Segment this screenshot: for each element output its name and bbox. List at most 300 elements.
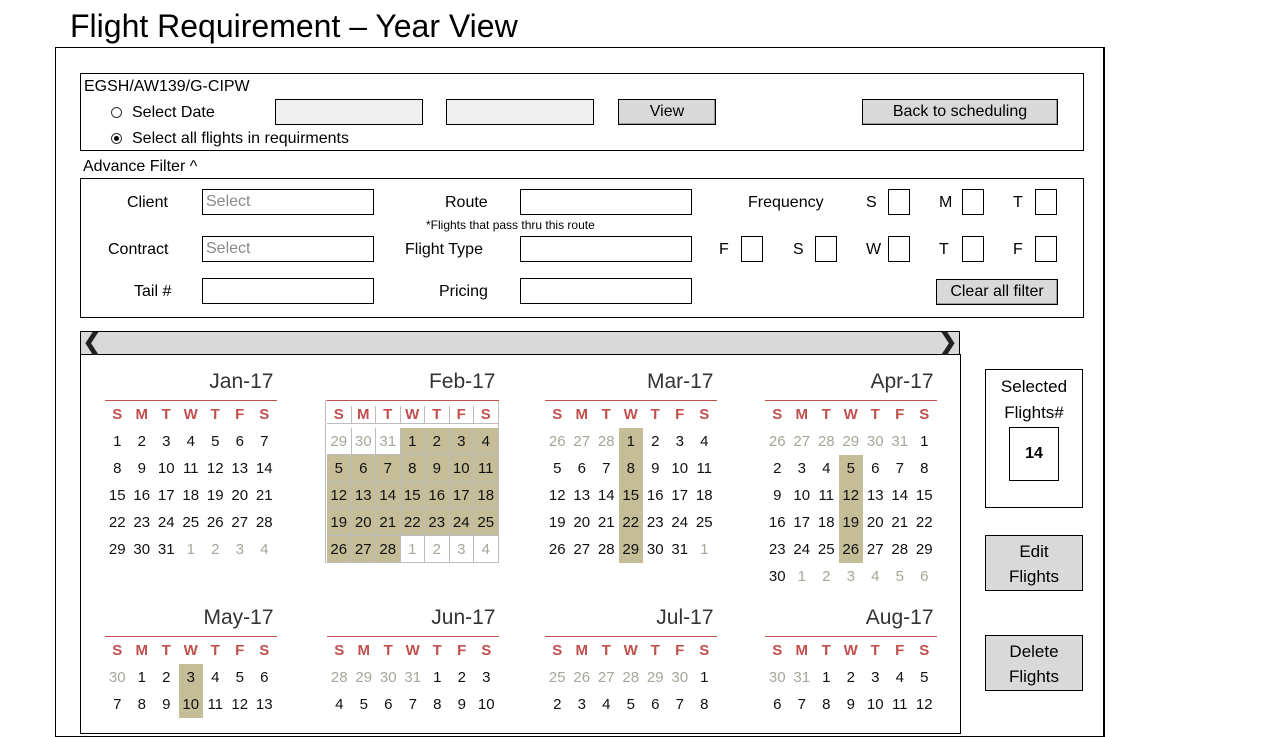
calendar-day-selected[interactable]: 22: [619, 509, 644, 536]
calendar-day[interactable]: 1: [822, 669, 831, 686]
calendar-day[interactable]: 30: [646, 541, 664, 558]
radio-select-date[interactable]: [111, 107, 122, 118]
calendar-day[interactable]: 14: [891, 487, 909, 504]
calendar-day-selected[interactable]: 17: [450, 482, 475, 509]
calendar-day[interactable]: 27: [866, 541, 884, 558]
calendar-day[interactable]: 7: [675, 696, 684, 713]
calendar-day[interactable]: 3: [482, 669, 491, 686]
radio-select-all[interactable]: [111, 133, 122, 144]
contract-placeholder: Select: [206, 240, 251, 257]
calendar-day-selected[interactable]: 8: [619, 455, 644, 482]
calendar-day[interactable]: 17: [671, 487, 689, 504]
calendar-day[interactable]: 21: [597, 514, 615, 531]
calendar-day[interactable]: 27: [793, 433, 811, 450]
clear-all-filter-button[interactable]: Clear all filter: [936, 279, 1058, 305]
weekday-header: M: [575, 642, 588, 659]
chevron-left-icon[interactable]: ❮: [82, 329, 102, 354]
calendar-day-selected[interactable]: 19: [327, 509, 352, 536]
calendar-day[interactable]: 8: [700, 696, 709, 713]
calendar-day[interactable]: 4: [871, 568, 880, 585]
calendar-day[interactable]: 3: [797, 460, 806, 477]
calendar-day[interactable]: 11: [818, 487, 835, 504]
month-title: Jun-17: [431, 606, 496, 629]
calendar-day-selected[interactable]: 10: [450, 455, 475, 482]
delete-flights-button[interactable]: [985, 635, 1083, 691]
radio-select-all-label: Select all flights in requirments: [132, 130, 349, 147]
calendar-day[interactable]: 10: [671, 460, 689, 477]
weekday-header: S: [772, 406, 783, 423]
calendar-day[interactable]: 18: [817, 514, 835, 531]
calendar-day[interactable]: 1: [920, 433, 929, 450]
advance-filter-toggle[interactable]: Advance Filter ^: [83, 158, 198, 175]
freq-day-label: W: [866, 241, 882, 258]
calendar-day[interactable]: 31: [157, 541, 175, 558]
calendar-day-selected[interactable]: 24: [450, 509, 475, 536]
calendar-day[interactable]: 1: [700, 541, 709, 558]
calendar-day[interactable]: 6: [384, 696, 393, 713]
calendar-day-selected[interactable]: 3: [450, 428, 475, 455]
weekday-header: T: [870, 406, 880, 423]
calendar-day[interactable]: 9: [651, 460, 660, 477]
calendar-day-selected[interactable]: 14: [376, 482, 401, 509]
calendar-day[interactable]: 30: [768, 568, 786, 585]
calendar-day[interactable]: 7: [895, 460, 904, 477]
calendar-day[interactable]: 16: [768, 514, 786, 531]
calendar-day[interactable]: 2: [553, 696, 562, 713]
weekday-header: S: [552, 406, 563, 423]
calendar-day[interactable]: 19: [548, 514, 566, 531]
calendar-day[interactable]: 23: [133, 514, 151, 531]
calendar-day[interactable]: 29: [355, 669, 373, 686]
calendar-day[interactable]: 26: [768, 433, 786, 450]
calendar-day[interactable]: 6: [871, 460, 880, 477]
calendar-day-selected[interactable]: 1: [401, 428, 426, 455]
weekday-header: T: [870, 642, 880, 659]
calendar-day[interactable]: 30: [379, 669, 397, 686]
month-title: Apr-17: [870, 370, 934, 393]
freq-checkbox[interactable]: [962, 236, 984, 262]
calendar-day[interactable]: 27: [231, 514, 249, 531]
weekday-header: S: [919, 642, 930, 659]
calendar-day[interactable]: 1: [186, 541, 195, 558]
calendar-day[interactable]: 13: [255, 696, 273, 713]
calendar-day[interactable]: 1: [137, 669, 146, 686]
calendar-day[interactable]: 4: [700, 433, 709, 450]
back-to-scheduling-button[interactable]: Back to scheduling: [862, 99, 1058, 125]
end-date-input[interactable]: [446, 99, 594, 125]
calendar-day[interactable]: 16: [133, 487, 151, 504]
calendar-day[interactable]: 23: [646, 514, 664, 531]
calendar-day[interactable]: 10: [477, 696, 495, 713]
flights-count-label: Flights#: [1004, 403, 1064, 422]
calendar-day-selected[interactable]: 20: [352, 509, 377, 536]
calendar-day[interactable]: 30: [352, 428, 377, 455]
calendar-day[interactable]: 26: [206, 514, 224, 531]
calendar-day-selected[interactable]: 27: [352, 536, 377, 563]
route-label: Route: [445, 194, 488, 211]
weekday-header: F: [895, 406, 905, 423]
calendar-day[interactable]: 12: [915, 696, 933, 713]
calendar-day[interactable]: 6: [260, 669, 269, 686]
calendar-day[interactable]: 5: [920, 669, 929, 686]
calendar-day-selected[interactable]: 7: [376, 455, 401, 482]
calendar-day[interactable]: 2: [846, 669, 855, 686]
calendar-day-selected[interactable]: 28: [376, 536, 401, 563]
calendar-day[interactable]: 10: [793, 487, 811, 504]
calendar-day-selected[interactable]: 5: [839, 455, 864, 482]
calendar-day[interactable]: 23: [768, 541, 786, 558]
weekday-header: F: [235, 406, 245, 423]
month-divider: [545, 636, 717, 637]
calendar-day[interactable]: 2: [822, 568, 831, 585]
calendar-day[interactable]: 4: [602, 696, 611, 713]
weekday-header: S: [552, 642, 563, 659]
weekday-header: S: [327, 406, 352, 424]
calendar-day-selected[interactable]: 3: [179, 664, 204, 691]
calendar-day[interactable]: 3: [450, 536, 475, 563]
weekday-header: M: [352, 406, 377, 424]
weekday-header: T: [376, 406, 401, 424]
calendar-day[interactable]: 27: [573, 433, 591, 450]
weekday-header: W: [623, 642, 638, 659]
calendar-day[interactable]: 29: [108, 541, 126, 558]
calendar-day[interactable]: 3: [871, 669, 880, 686]
calendar-day[interactable]: 4: [822, 460, 831, 477]
aircraft-label: EGSH/AW139/G-CIPW: [84, 78, 250, 95]
calendar-day[interactable]: 29: [646, 669, 664, 686]
month-title: May-17: [203, 606, 274, 629]
calendar-day[interactable]: 28: [597, 433, 615, 450]
calendar-day[interactable]: 2: [137, 433, 146, 450]
flight-type-input[interactable]: [520, 236, 692, 262]
calendar-day[interactable]: 21: [891, 514, 909, 531]
calendar-day[interactable]: 4: [474, 536, 499, 563]
calendar-day[interactable]: 24: [793, 541, 811, 558]
pricing-label: Pricing: [439, 283, 488, 300]
calendar-day[interactable]: 8: [433, 696, 442, 713]
weekday-header: W: [405, 642, 420, 659]
edit-flights-label: Flights: [1008, 567, 1060, 586]
calendar-day[interactable]: 2: [651, 433, 660, 450]
calendar-day[interactable]: 15: [108, 487, 126, 504]
month-title: Feb-17: [428, 370, 496, 393]
calendar-day-selected[interactable]: 25: [474, 509, 499, 536]
client-label: Client: [127, 194, 168, 211]
edit-flights-label: Edit: [1019, 542, 1049, 561]
selected-flights-count: 14: [1009, 427, 1059, 481]
calendar-day[interactable]: 16: [646, 487, 664, 504]
calendar-day[interactable]: 4: [335, 696, 344, 713]
calendar-day[interactable]: 1: [401, 536, 426, 563]
calendar-day[interactable]: 6: [651, 696, 660, 713]
calendar-day[interactable]: 28: [891, 541, 909, 558]
calendar-day[interactable]: 30: [768, 669, 786, 686]
calendar-day[interactable]: 3: [675, 433, 684, 450]
calendar-day[interactable]: 5: [895, 568, 904, 585]
calendar-day[interactable]: 4: [895, 669, 904, 686]
calendar-day[interactable]: 26: [548, 433, 566, 450]
weekday-header: S: [699, 642, 710, 659]
freq-day-label: F: [719, 241, 729, 258]
calendar-day[interactable]: 8: [137, 696, 146, 713]
start-date-input[interactable]: [275, 99, 423, 125]
chevron-right-icon[interactable]: ❯: [938, 329, 958, 354]
weekday-header: T: [161, 642, 171, 659]
calendar-day[interactable]: 9: [137, 460, 146, 477]
calendar-day[interactable]: 4: [211, 669, 220, 686]
calendar-day[interactable]: 13: [231, 460, 249, 477]
calendar-day[interactable]: 22: [915, 514, 933, 531]
calendar-day[interactable]: 5: [626, 696, 635, 713]
calendar-day-selected[interactable]: 22: [401, 509, 426, 536]
calendar-day[interactable]: 14: [255, 460, 273, 477]
calendar-day[interactable]: 28: [255, 514, 273, 531]
calendar-scrollbar[interactable]: [80, 331, 960, 355]
route-input[interactable]: [520, 189, 692, 215]
view-button[interactable]: View: [618, 99, 716, 125]
calendar-day[interactable]: 30: [671, 669, 689, 686]
calendar-day[interactable]: 5: [553, 460, 562, 477]
calendar-day[interactable]: 28: [817, 433, 835, 450]
calendar-day-selected[interactable]: 1: [619, 428, 644, 455]
calendar-day[interactable]: 31: [891, 433, 909, 450]
freq-day-label: M: [939, 194, 953, 211]
calendar-day[interactable]: 2: [425, 536, 450, 563]
calendar-day[interactable]: 24: [157, 514, 175, 531]
delete-flights-label: Delete: [1009, 642, 1059, 661]
calendar-day-selected[interactable]: 5: [327, 455, 352, 482]
calendar-day[interactable]: 8: [920, 460, 929, 477]
calendar-day-selected[interactable]: 12: [839, 482, 864, 509]
calendar-day[interactable]: 25: [817, 541, 835, 558]
calendar-day[interactable]: 7: [602, 460, 611, 477]
calendar-day[interactable]: 11: [891, 696, 908, 713]
calendar-day-selected[interactable]: 23: [425, 509, 450, 536]
calendar-day[interactable]: 9: [457, 696, 466, 713]
weekday-header: W: [843, 642, 858, 659]
calendar-day-selected[interactable]: 19: [839, 509, 864, 536]
calendar-day[interactable]: 11: [696, 460, 713, 477]
month-divider: [765, 636, 937, 637]
calendar-day[interactable]: 11: [207, 696, 224, 713]
calendar-day-selected[interactable]: 18: [474, 482, 499, 509]
calendar-day[interactable]: 7: [260, 433, 269, 450]
weekday-header: M: [795, 406, 808, 423]
weekday-header: T: [210, 406, 220, 423]
calendar-day[interactable]: 20: [231, 487, 249, 504]
calendar-day[interactable]: 13: [866, 487, 884, 504]
calendar-day-selected[interactable]: 15: [401, 482, 426, 509]
weekday-header: T: [425, 406, 450, 424]
calendar-day[interactable]: 5: [235, 669, 244, 686]
calendar-day[interactable]: 10: [157, 460, 175, 477]
calendar-day[interactable]: 6: [235, 433, 244, 450]
calendar-day-selected[interactable]: 8: [401, 455, 426, 482]
month-divider: [327, 636, 499, 637]
weekday-header: F: [450, 406, 475, 424]
calendar-day[interactable]: 29: [327, 428, 352, 455]
calendar-day[interactable]: 11: [182, 460, 199, 477]
month-title: Mar-17: [646, 370, 714, 393]
pricing-input[interactable]: [520, 278, 692, 304]
freq-checkbox[interactable]: [815, 236, 837, 262]
calendar-day-selected[interactable]: 4: [474, 428, 499, 455]
calendar-day[interactable]: 9: [846, 696, 855, 713]
calendar-day[interactable]: 12: [206, 460, 224, 477]
freq-checkbox[interactable]: [1035, 189, 1057, 215]
weekday-header: W: [843, 406, 858, 423]
calendar-day[interactable]: 6: [577, 460, 586, 477]
freq-day-label: F: [1013, 241, 1023, 258]
calendar-day[interactable]: 28: [330, 669, 348, 686]
calendar-day[interactable]: 31: [671, 541, 689, 558]
calendar-day[interactable]: 10: [866, 696, 884, 713]
weekday-header: M: [575, 406, 588, 423]
calendar-day[interactable]: 24: [671, 514, 689, 531]
calendar-day-selected[interactable]: 6: [352, 455, 377, 482]
calendar-day-selected[interactable]: 21: [376, 509, 401, 536]
calendar-day[interactable]: 27: [573, 541, 591, 558]
month-divider: [765, 400, 937, 401]
calendar-day[interactable]: 19: [206, 487, 224, 504]
calendar-day[interactable]: 2: [211, 541, 220, 558]
calendar-day[interactable]: 17: [793, 514, 811, 531]
calendar-day[interactable]: 12: [548, 487, 566, 504]
freq-checkbox[interactable]: [962, 189, 984, 215]
calendar-day[interactable]: 1: [433, 669, 442, 686]
calendar-day[interactable]: 1: [797, 568, 806, 585]
weekday-header: S: [112, 406, 123, 423]
calendar-day[interactable]: 18: [182, 487, 200, 504]
calendar-day-selected[interactable]: 26: [327, 536, 352, 563]
calendar-day-selected[interactable]: 26: [839, 536, 864, 563]
freq-checkbox[interactable]: [888, 189, 910, 215]
freq-checkbox[interactable]: [741, 236, 763, 262]
calendar-day[interactable]: 29: [915, 541, 933, 558]
calendar-day[interactable]: 28: [622, 669, 640, 686]
calendar-day[interactable]: 17: [157, 487, 175, 504]
calendar-day[interactable]: 7: [408, 696, 417, 713]
radio-select-date-label: Select Date: [132, 104, 215, 121]
calendar-day[interactable]: 7: [797, 696, 806, 713]
calendar-day[interactable]: 31: [404, 669, 422, 686]
calendar-day[interactable]: 3: [577, 696, 586, 713]
freq-checkbox[interactable]: [1035, 236, 1057, 262]
weekday-header: F: [895, 642, 905, 659]
client-select[interactable]: [202, 189, 374, 215]
calendar-day-selected[interactable]: 11: [474, 455, 499, 482]
calendar-day[interactable]: 12: [231, 696, 249, 713]
calendar-day[interactable]: 3: [162, 433, 171, 450]
month-title: Jul-17: [656, 606, 714, 629]
weekday-header: M: [135, 642, 148, 659]
weekday-header: S: [481, 642, 492, 659]
calendar-day-selected[interactable]: 29: [619, 536, 644, 563]
route-note: *Flights that pass thru this route: [426, 218, 595, 232]
weekday-header: W: [183, 406, 198, 423]
weekday-header: S: [699, 406, 710, 423]
calendar-day[interactable]: 25: [695, 514, 713, 531]
calendar-day-selected[interactable]: 9: [425, 455, 450, 482]
calendar-day[interactable]: 26: [573, 669, 591, 686]
calendar-day-selected[interactable]: 2: [425, 428, 450, 455]
calendar-day[interactable]: 3: [235, 541, 244, 558]
calendar-day[interactable]: 25: [548, 669, 566, 686]
calendar-day[interactable]: 8: [113, 460, 122, 477]
page-title: Flight Requirement – Year View: [70, 8, 518, 44]
calendar-day[interactable]: 1: [113, 433, 122, 450]
weekday-header: S: [112, 642, 123, 659]
calendar-day[interactable]: 4: [186, 433, 195, 450]
edit-flights-button[interactable]: [985, 535, 1083, 591]
calendar-day[interactable]: 26: [548, 541, 566, 558]
calendar-day[interactable]: 25: [182, 514, 200, 531]
freq-day-label: T: [1013, 194, 1023, 211]
tail-input[interactable]: [202, 278, 374, 304]
weekday-header: M: [795, 642, 808, 659]
freq-day-label: S: [866, 194, 877, 211]
calendar-day[interactable]: 30: [133, 541, 151, 558]
calendar-day-selected[interactable]: 13: [352, 482, 377, 509]
calendar-day[interactable]: 22: [108, 514, 126, 531]
calendar-day-selected[interactable]: 10: [179, 691, 204, 718]
weekday-header: F: [457, 642, 467, 659]
calendar-day[interactable]: 2: [773, 460, 782, 477]
calendar-day[interactable]: 30: [866, 433, 884, 450]
calendar-day[interactable]: 5: [359, 696, 368, 713]
calendar-day[interactable]: 28: [597, 541, 615, 558]
delete-flights-label: Flights: [1008, 667, 1060, 686]
month-divider: [327, 400, 499, 401]
calendar-day[interactable]: 2: [457, 669, 466, 686]
calendar-day[interactable]: 8: [822, 696, 831, 713]
calendar-day[interactable]: 27: [597, 669, 615, 686]
weekday-header: T: [432, 642, 442, 659]
calendar-day[interactable]: 9: [162, 696, 171, 713]
tail-label: Tail #: [134, 283, 172, 300]
calendar-day[interactable]: 29: [842, 433, 860, 450]
month-divider: [105, 636, 277, 637]
contract-select[interactable]: [202, 236, 374, 262]
calendar-day[interactable]: 18: [695, 487, 713, 504]
weekday-header: F: [675, 642, 685, 659]
weekday-header: T: [383, 642, 393, 659]
freq-checkbox[interactable]: [888, 236, 910, 262]
calendar-day[interactable]: 6: [773, 696, 782, 713]
calendar-day-selected[interactable]: 15: [619, 482, 644, 509]
calendar-day[interactable]: 4: [260, 541, 269, 558]
calendar-day-selected[interactable]: 12: [327, 482, 352, 509]
calendar-day[interactable]: 15: [915, 487, 933, 504]
calendar-day[interactable]: 9: [773, 487, 782, 504]
calendar-day[interactable]: 5: [211, 433, 220, 450]
calendar-day[interactable]: 13: [573, 487, 591, 504]
calendar-day[interactable]: 14: [597, 487, 615, 504]
calendar-day[interactable]: 20: [866, 514, 884, 531]
calendar-day[interactable]: 7: [113, 696, 122, 713]
calendar-day[interactable]: 2: [162, 669, 171, 686]
weekday-header: T: [210, 642, 220, 659]
calendar-day[interactable]: 31: [793, 669, 811, 686]
calendar-day[interactable]: 6: [920, 568, 929, 585]
calendar-day[interactable]: 1: [700, 669, 709, 686]
calendar-day[interactable]: 21: [255, 487, 273, 504]
calendar-day[interactable]: 30: [108, 669, 126, 686]
calendar-day[interactable]: 31: [376, 428, 401, 455]
calendar-day[interactable]: 20: [573, 514, 591, 531]
calendar-day[interactable]: 3: [846, 568, 855, 585]
calendar-day-selected[interactable]: 16: [425, 482, 450, 509]
